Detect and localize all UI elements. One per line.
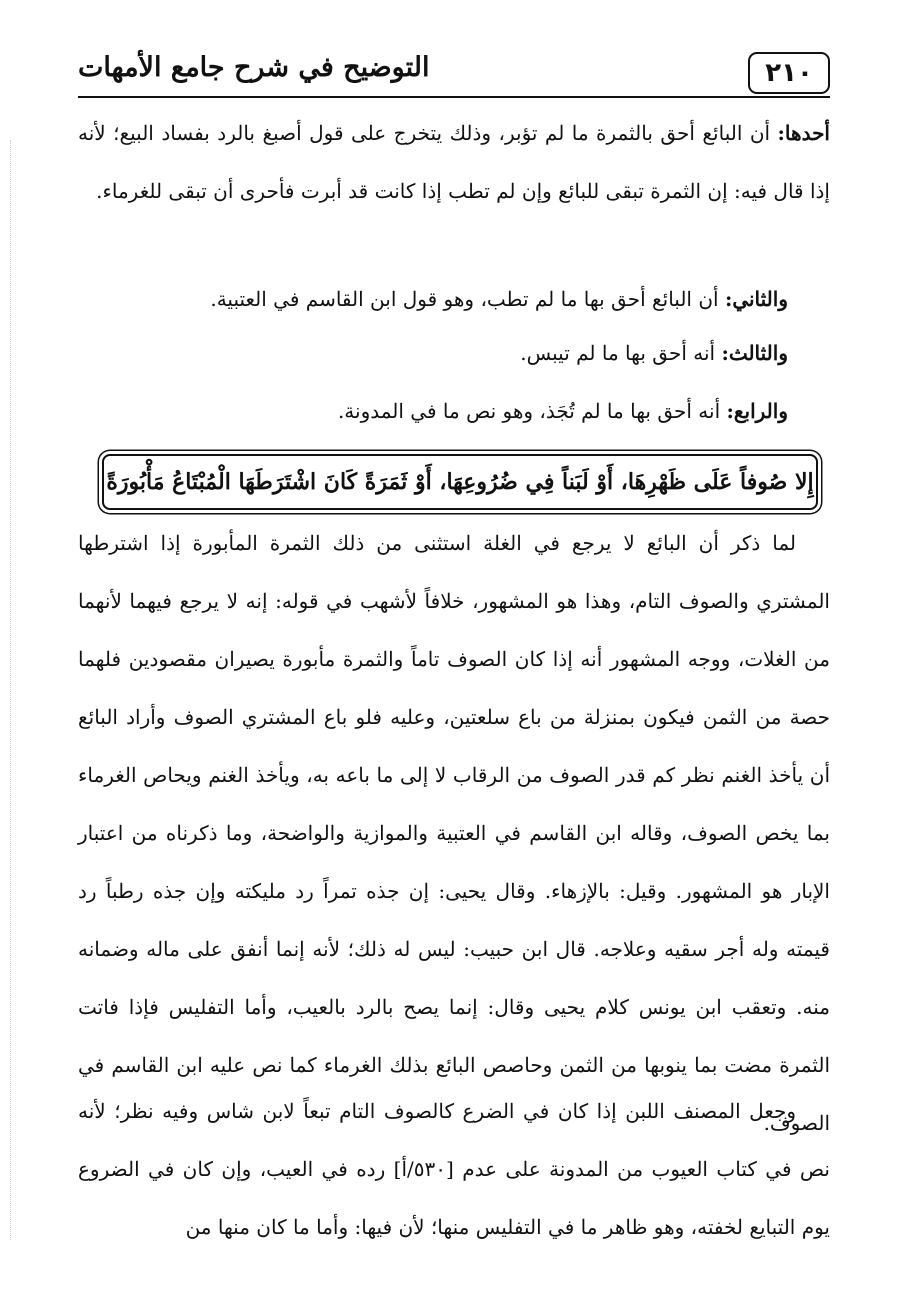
matn-box: إِلا صُوفاً عَلَى ظَهْرِهَا، أَوْ لَبَناً فِي ضُرُوعِهَا، أَوْ ثَمَرَةً كَانَ اشْتَرَطَهَا الْمُبْتَاعُ مَأْبُورَةً	[102, 454, 818, 510]
paragraph-opinion-two	[78, 270, 788, 328]
opinion-two-lead: والثاني:	[724, 287, 788, 311]
running-title: التوضيح في شرح جامع الأمهات	[78, 52, 430, 83]
opinion-four-text: أنه أحق بها ما لم تُجَذ، وهو نص ما في المدونة.	[337, 399, 727, 423]
header-rule	[78, 96, 830, 98]
opinion-one-lead: أحدها:	[777, 121, 830, 145]
commentary-continued-text: وجعل المصنف اللبن إذا كان في الضرع كالصوف التام تبعاً لابن شاس وفيه نظر؛ لأنه نص في كتاب العيوب من المدونة على عدم [٥٣٠/أ] رده في العيب، وإن كان في الضروع يوم التبايع لخفته، وهو ظاهر ما في التفليس منها؛ لأن فيها: وأما ما كان منها من	[78, 1099, 830, 1239]
commentary-text: لما ذكر أن البائع لا يرجع في الغلة استثنى من ذلك الثمرة المأبورة إذا اشترطها المشتري والصوف التام، وهذا هو المشهور، خلافاً لأشهب في قوله: إنه لا يرجع فيهما لأنهما من الغلات، ووجه المشهور أنه إذا كان الصوف تاماً والثمرة مأبورة يصيران مقصودين فلهما حصة من الثمن فيكون بمنزلة من باع سلعتين، وعليه فلو باع المشتري الصوف وأراد البائع أن يأخذ الغنم نظر كم قدر الصوف من الرقاب لا إلى ما باعه به، ويأخذ الغنم ويحاص الغرماء بما يخص الصوف، وقاله ابن القاسم في العتبية والموازية والواضحة، وما ذكرناه من اعتبار الإبار هو المشهور. وقيل: بالإزهاء. وقال يحيى: إن جذه تمراً رد مليكته وإن جذه رطباً رد قيمته وله أجر سقيه وعلاجه. قال ابن حبيب: ليس له ذلك؛ لأنه إنما أنفق على ماله وضمانه منه. وتعقب ابن يونس كلام يحيى وقال: إنما يصح بالرد بالعيب، وأما التفليس فإذا فاتت الثمرة مضت بما ينوبها من الثمن وحاصص البائع بذلك الغرماء كما نص عليه ابن القاسم في الصوف.	[78, 531, 831, 1135]
opinion-four-lead: والرابع:	[726, 399, 788, 423]
page-number: ٢١٠	[748, 52, 830, 94]
opinion-three-lead: والثالث:	[721, 341, 788, 365]
paragraph-opinion-one	[78, 104, 830, 220]
paragraph-commentary	[78, 514, 830, 1152]
page-header	[78, 48, 830, 108]
paragraph-opinion-three	[78, 324, 788, 382]
scan-edge-dots	[10, 140, 15, 1240]
opinion-two-text: أن البائع أحق بها ما لم تطب، وهو قول ابن القاسم في العتبية.	[210, 287, 725, 311]
paragraph-commentary-continued	[78, 1082, 830, 1256]
opinion-one-text: أن البائع أحق بالثمرة ما لم تؤبر، وذلك يتخرج على قول أصبغ بالرد بفساد البيع؛ لأنه إذا قال فيه: إن الثمرة تبقى للبائع وإن لم تطب إذا كانت قد أبرت فأحرى أن تبقى للغرماء.	[78, 121, 830, 203]
paragraph-opinion-four	[78, 382, 788, 440]
opinion-three-text: أنه أحق بها ما لم تيبس.	[520, 341, 722, 365]
